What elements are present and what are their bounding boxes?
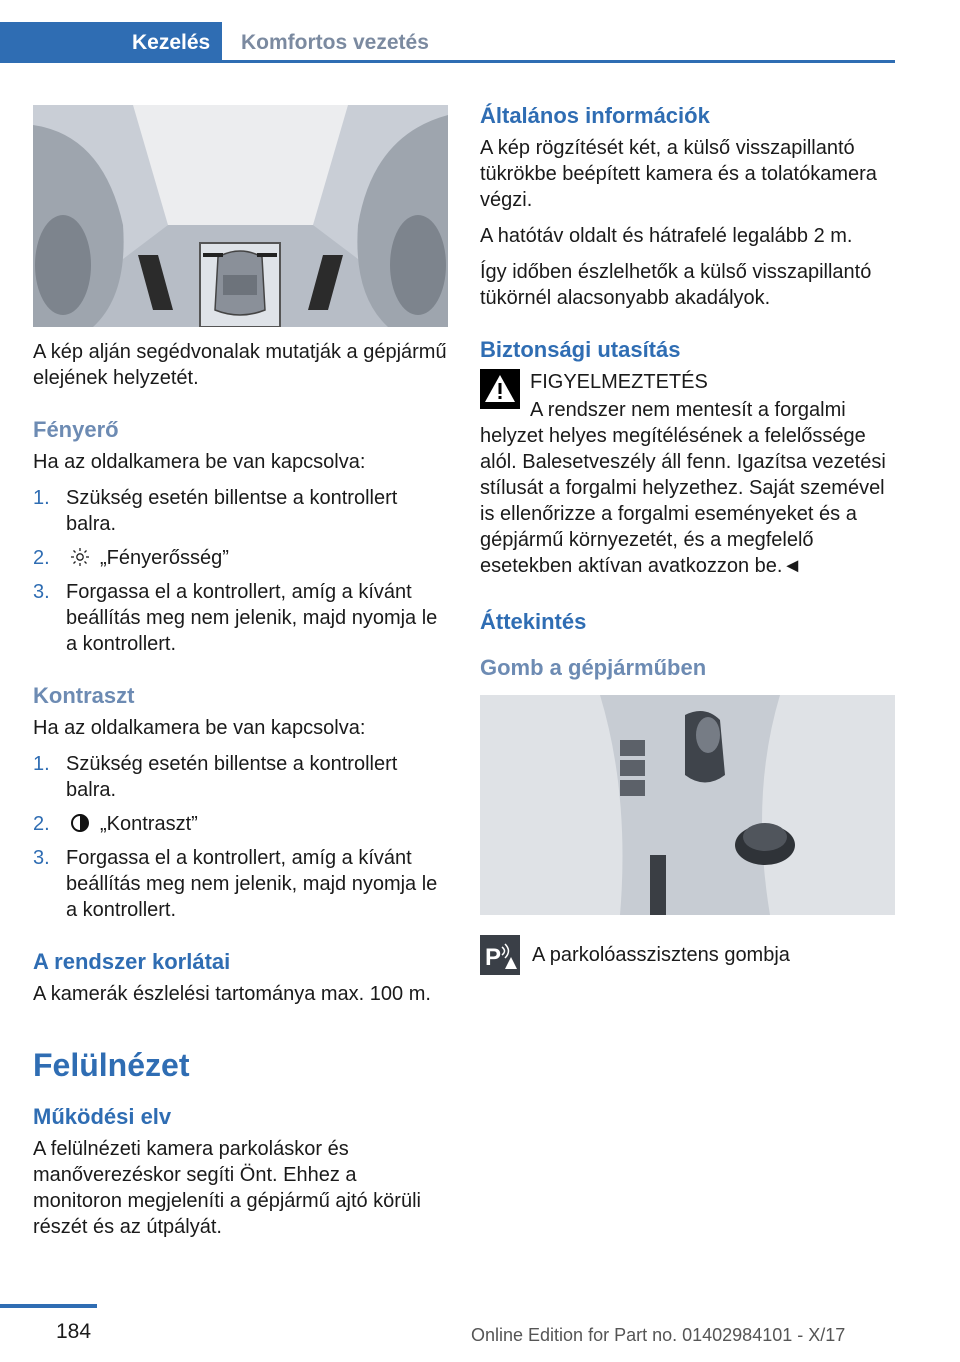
list-item [33, 845, 448, 923]
side-camera-illustration [33, 105, 448, 327]
console-button-illustration [480, 695, 895, 915]
topview-heading: Felülnézet [33, 1047, 190, 1083]
contrast-steps [33, 751, 448, 923]
limits-text: A kamerák észlelési tartománya max. 100 m. [33, 983, 431, 1005]
list-item [33, 579, 448, 657]
edition-note: Online Edition for Part no. 01402984101 - X/17 [471, 1325, 846, 1345]
brightness-steps [33, 485, 448, 657]
safety-heading: Biztonsági utasítás [480, 337, 681, 362]
general-p2: A hatótáv oldalt és hátrafelé legalább 2 m. [480, 225, 853, 247]
step-text: „Kontraszt” [100, 813, 198, 835]
parking-assist-button-icon [480, 935, 520, 975]
footer-rule [0, 1304, 97, 1308]
page-number: 184 [56, 1320, 92, 1343]
right-column [480, 103, 895, 975]
step-number: 3. [33, 581, 50, 603]
list-item [33, 811, 448, 837]
page-header [0, 0, 895, 63]
button-caption: A parkolóasszisztens gombja [532, 943, 790, 966]
step-number: 1. [33, 487, 50, 509]
warning-icon [480, 369, 520, 409]
step-text: Forgassa el a kontrollert, amíg a kívánt beállítás meg nem jelenik, majd nyomja le a kontrollert. [66, 847, 438, 921]
general-heading: Általános információk [480, 103, 710, 128]
general-p3: Így időben észlelhetők a külső visszapillantó tükörnél alacsonyabb akadályok. [480, 261, 872, 309]
warning-label: FIGYELMEZTETÉS [530, 371, 708, 393]
contrast-intro: Ha az oldalkamera be van kapcsolva: [33, 717, 366, 739]
svg-text:P: P [485, 944, 502, 971]
step-text: „Fényerősség” [100, 547, 229, 569]
step-text: Szükség esetén billentse a kontrollert balra. [66, 753, 398, 801]
general-p1: A kép rögzítését két, a külső visszapillantó tükrökbe beépített kamera és a tolatókamera végzi. [480, 137, 877, 211]
tab-komfortos-vezetes: Komfortos vezetés [241, 31, 429, 54]
principle-text: A felülnézeti kamera parkoláskor és manőverezéskor segíti Önt. Ehhez a monitoron megjeleníti a gépjármű ajtó körüli részét és az útpályát. [33, 1138, 421, 1238]
limits-heading: A rendszer korlátai [33, 949, 231, 974]
step-text: Szükség esetén billentse a kontrollert balra. [66, 487, 398, 535]
tab-kezeles: Kezelés [0, 22, 222, 63]
list-item [33, 545, 448, 571]
step-text: Forgassa el a kontrollert, amíg a kívánt beállítás meg nem jelenik, majd nyomja le a kontrollert. [66, 581, 438, 655]
figure-caption: A kép alján segédvonalak mutatják a gépjármű elejének helyzetét. [33, 341, 447, 389]
step-number: 2. [33, 813, 50, 835]
button-heading: Gomb a gépjárműben [480, 655, 707, 680]
warning-block [480, 369, 895, 579]
header-rule [0, 60, 895, 63]
contrast-icon [70, 813, 90, 833]
contrast-heading: Kontraszt [33, 683, 135, 708]
overview-heading: Áttekintés [480, 609, 587, 634]
step-number: 1. [33, 753, 50, 775]
brightness-heading: Fényerő [33, 417, 119, 442]
principle-heading: Működési elv [33, 1104, 172, 1129]
step-number: 3. [33, 847, 50, 869]
brightness-intro: Ha az oldalkamera be van kapcsolva: [33, 451, 366, 473]
step-number: 2. [33, 547, 50, 569]
sun-icon [70, 547, 90, 567]
left-column [33, 105, 448, 1250]
list-item [33, 485, 448, 537]
list-item [33, 751, 448, 803]
warning-text: A rendszer nem mentesít a forgalmi helyzet helyes megítélésének a felelőssége alól. Balesetveszély áll fenn. Igazítsa vezetési stílusát a forgalmi helyzethez. Saját szemével is ellenőrizze a forgalmi eseményeket és a gépjármű környezetét, és a megfelelő esetekben aktívan avatkozzon be.◄ [480, 399, 886, 577]
